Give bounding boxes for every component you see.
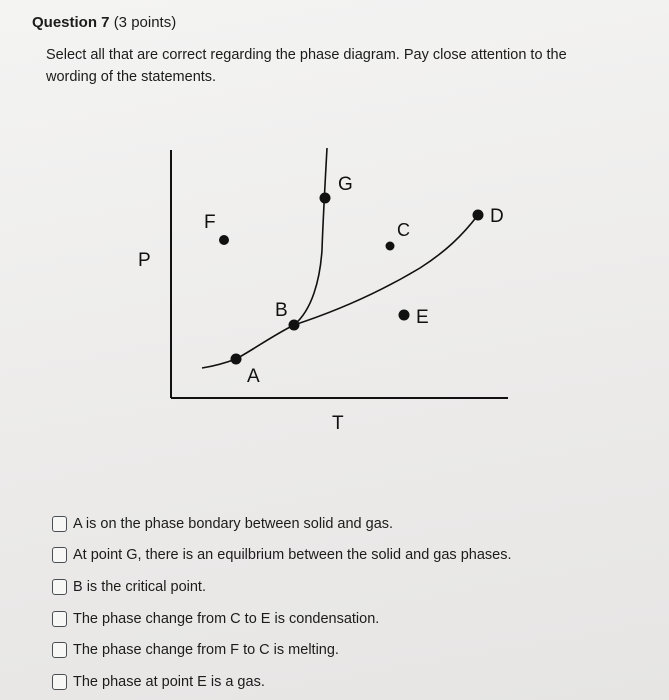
option-3[interactable] (52, 571, 512, 603)
point-g-label: G (338, 174, 353, 195)
question-points: (3 points) (113, 14, 177, 31)
point-c-marker (386, 242, 395, 251)
point-f-label: F (204, 212, 216, 233)
option-6[interactable] (52, 666, 512, 698)
option-5[interactable] (52, 634, 512, 666)
option-4-label: The phase change from C to E is condensation. (73, 610, 380, 627)
option-6-label: The phase at point E is a gas. (73, 673, 265, 690)
option-3-checkbox[interactable] (52, 579, 67, 595)
question-prompt: Select all that are correct regarding the phase diagram. Pay close attention to the wording of the statements. (46, 47, 567, 85)
option-4[interactable] (52, 603, 512, 635)
option-5-checkbox[interactable] (52, 642, 67, 658)
answer-options (52, 508, 512, 698)
point-a-marker (231, 354, 242, 365)
option-1-label: A is on the phase bondary between solid and gas. (73, 515, 394, 532)
option-3-label: B is the critical point. (73, 578, 206, 595)
point-e-label: E (416, 307, 429, 328)
point-d-marker (473, 210, 484, 221)
option-4-checkbox[interactable] (52, 611, 67, 627)
y-axis-label: P (138, 250, 151, 271)
point-c-label: C (397, 220, 410, 240)
option-5-label: The phase change from F to C is melting. (73, 642, 339, 659)
x-axis-label: T (332, 413, 344, 434)
point-b-marker (289, 320, 300, 331)
point-d-label: D (490, 206, 504, 227)
sublimation-curve (202, 325, 294, 368)
point-g-marker (320, 193, 331, 204)
option-1-checkbox[interactable] (52, 516, 67, 532)
option-6-checkbox[interactable] (52, 674, 67, 690)
fusion-curve (294, 148, 327, 325)
option-2-checkbox[interactable] (52, 547, 67, 563)
option-2-label: At point G, there is an equilbrium between the solid and gas phases. (73, 547, 512, 564)
option-1[interactable] (52, 508, 512, 540)
point-a-label: A (247, 366, 260, 387)
point-b-label: B (275, 300, 288, 321)
question-title: Question 7 (32, 14, 110, 31)
vaporization-curve (294, 215, 478, 325)
point-f-marker (219, 235, 229, 245)
point-e-marker (399, 310, 410, 321)
option-2[interactable] (52, 540, 512, 572)
